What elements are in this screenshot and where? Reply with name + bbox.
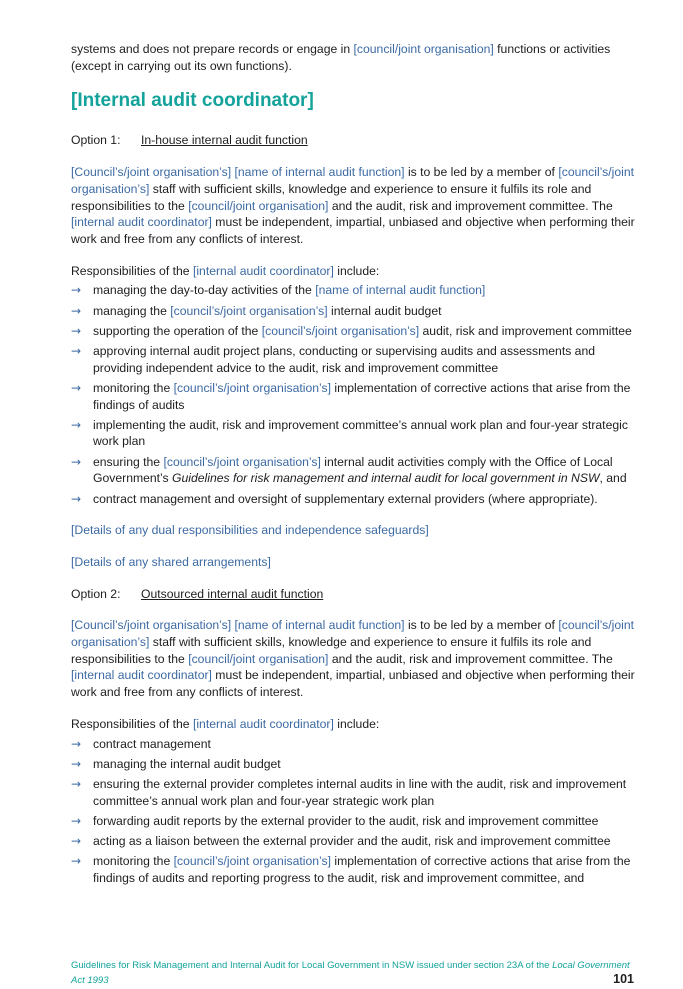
list-item: → managing the day-to-day activities of the [name of internal audit function] xyxy=(71,283,486,298)
arrow-right-icon: → xyxy=(71,283,82,298)
section-heading: [Internal audit coordinator] xyxy=(71,90,314,112)
arrow-right-icon: → xyxy=(71,777,82,791)
option-1-responsibilities-intro: Responsibilities of the [internal audit coordinator] include: xyxy=(71,263,380,278)
arrow-right-icon: → xyxy=(71,834,82,849)
list-item: → monitoring the [council’s/joint organisation’s] implementation of corrective actions that arise from the findings of audits xyxy=(71,380,631,412)
intro-paragraph: systems and does not prepare records or engage in [council/joint organisation] functions or activities (except in carrying out its own functions). xyxy=(71,42,611,73)
list-item: → supporting the operation of the [council’s/joint organisation’s] audit, risk and improvement committee xyxy=(71,323,632,338)
arrow-right-icon: → xyxy=(71,303,82,318)
arrow-right-icon: → xyxy=(71,323,82,338)
option-2-responsibilities-intro: Responsibilities of the [internal audit coordinator] include: xyxy=(71,716,380,731)
option-1-heading: Option 1: In-house internal audit function xyxy=(71,133,308,148)
detail-placeholder-shared-arrangements: [Details of any shared arrangements] xyxy=(71,554,271,569)
list-item: → acting as a liaison between the external provider and the audit, risk and improvement committee xyxy=(71,834,611,849)
arrow-right-icon: → xyxy=(71,491,82,506)
list-item: → contract management and oversight of supplementary external providers (where appropriate). xyxy=(71,491,598,506)
list-item: → monitoring the [council’s/joint organisation’s] implementation of corrective actions that arise from the findings of audits and reporting progress to the audit, risk and improvement committee, and xyxy=(71,854,631,886)
arrow-right-icon: → xyxy=(71,813,82,828)
list-item: → managing the [council’s/joint organisation’s] internal audit budget xyxy=(71,303,442,318)
document-page xyxy=(71,41,641,902)
detail-placeholder-dual-responsibilities: [Details of any dual responsibilities and independence safeguards] xyxy=(71,523,429,538)
arrow-right-icon: → xyxy=(71,417,82,432)
arrow-right-icon: → xyxy=(71,380,82,395)
arrow-right-icon: → xyxy=(71,736,82,751)
arrow-right-icon: → xyxy=(71,854,82,869)
option-2-responsibilities-list xyxy=(71,736,641,887)
option-2-heading: Option 2: Outsourced internal audit function xyxy=(71,586,324,601)
list-item: → forwarding audit reports by the external provider to the audit, risk and improvement committee xyxy=(71,813,599,828)
list-item: → approving internal audit project plans, conducting or supervising audits and assessments and providing independent advice to the audit, risk and improvement committee xyxy=(71,343,596,375)
arrow-right-icon: → xyxy=(71,343,82,358)
option-1-responsibilities-list xyxy=(71,282,641,507)
list-item: → implementing the audit, risk and improvement committee’s annual work plan and four-year strategic work plan xyxy=(71,417,628,449)
arrow-right-icon: → xyxy=(71,756,82,771)
list-item: → ensuring the [council’s/joint organisation’s] internal audit activities comply with the Office of Local Government’s Guidelines for risk management and internal audit for local government in NSW, and xyxy=(71,454,627,486)
placeholder: [council/joint organisation] xyxy=(353,42,494,56)
page-footer: Guidelines for Risk Management and Internal Audit for Local Government in NSW issued under section 23A of the Local Government Act 1993 xyxy=(71,960,630,986)
option-2-paragraph: [Council’s/joint organisation’s] [name of internal audit function] is to be led by a member of [council’s/joint organisation’s] staff with sufficient skills, knowledge and experience to ensure it fulfils its role and responsibilities to the [council/joint organisation] and the audit, risk and improvement committee. The [internal audit coordinator] must be independent, impartial, unbiased and objective when performing their work and free from any conflicts of interest. xyxy=(71,618,635,700)
list-item: → contract management xyxy=(71,736,211,751)
option-1-paragraph: [Council’s/joint organisation’s] [name of internal audit function] is to be led by a member of [council’s/joint organisation’s] staff with sufficient skills, knowledge and experience to ensure it fulfils its role and responsibilities to the [council/joint organisation] and the audit, risk and improvement committee. The [internal audit coordinator] must be independent, impartial, unbiased and objective when performing their work and free from any conflicts of interest. xyxy=(71,165,635,246)
list-item: → managing the internal audit budget xyxy=(71,756,281,771)
arrow-right-icon: → xyxy=(71,454,82,469)
page-number: 101 xyxy=(613,972,634,986)
list-item: → ensuring the external provider completes internal audits in line with the audit, risk and improvement committee’s annual work plan and four-year strategic work plan xyxy=(71,777,627,808)
